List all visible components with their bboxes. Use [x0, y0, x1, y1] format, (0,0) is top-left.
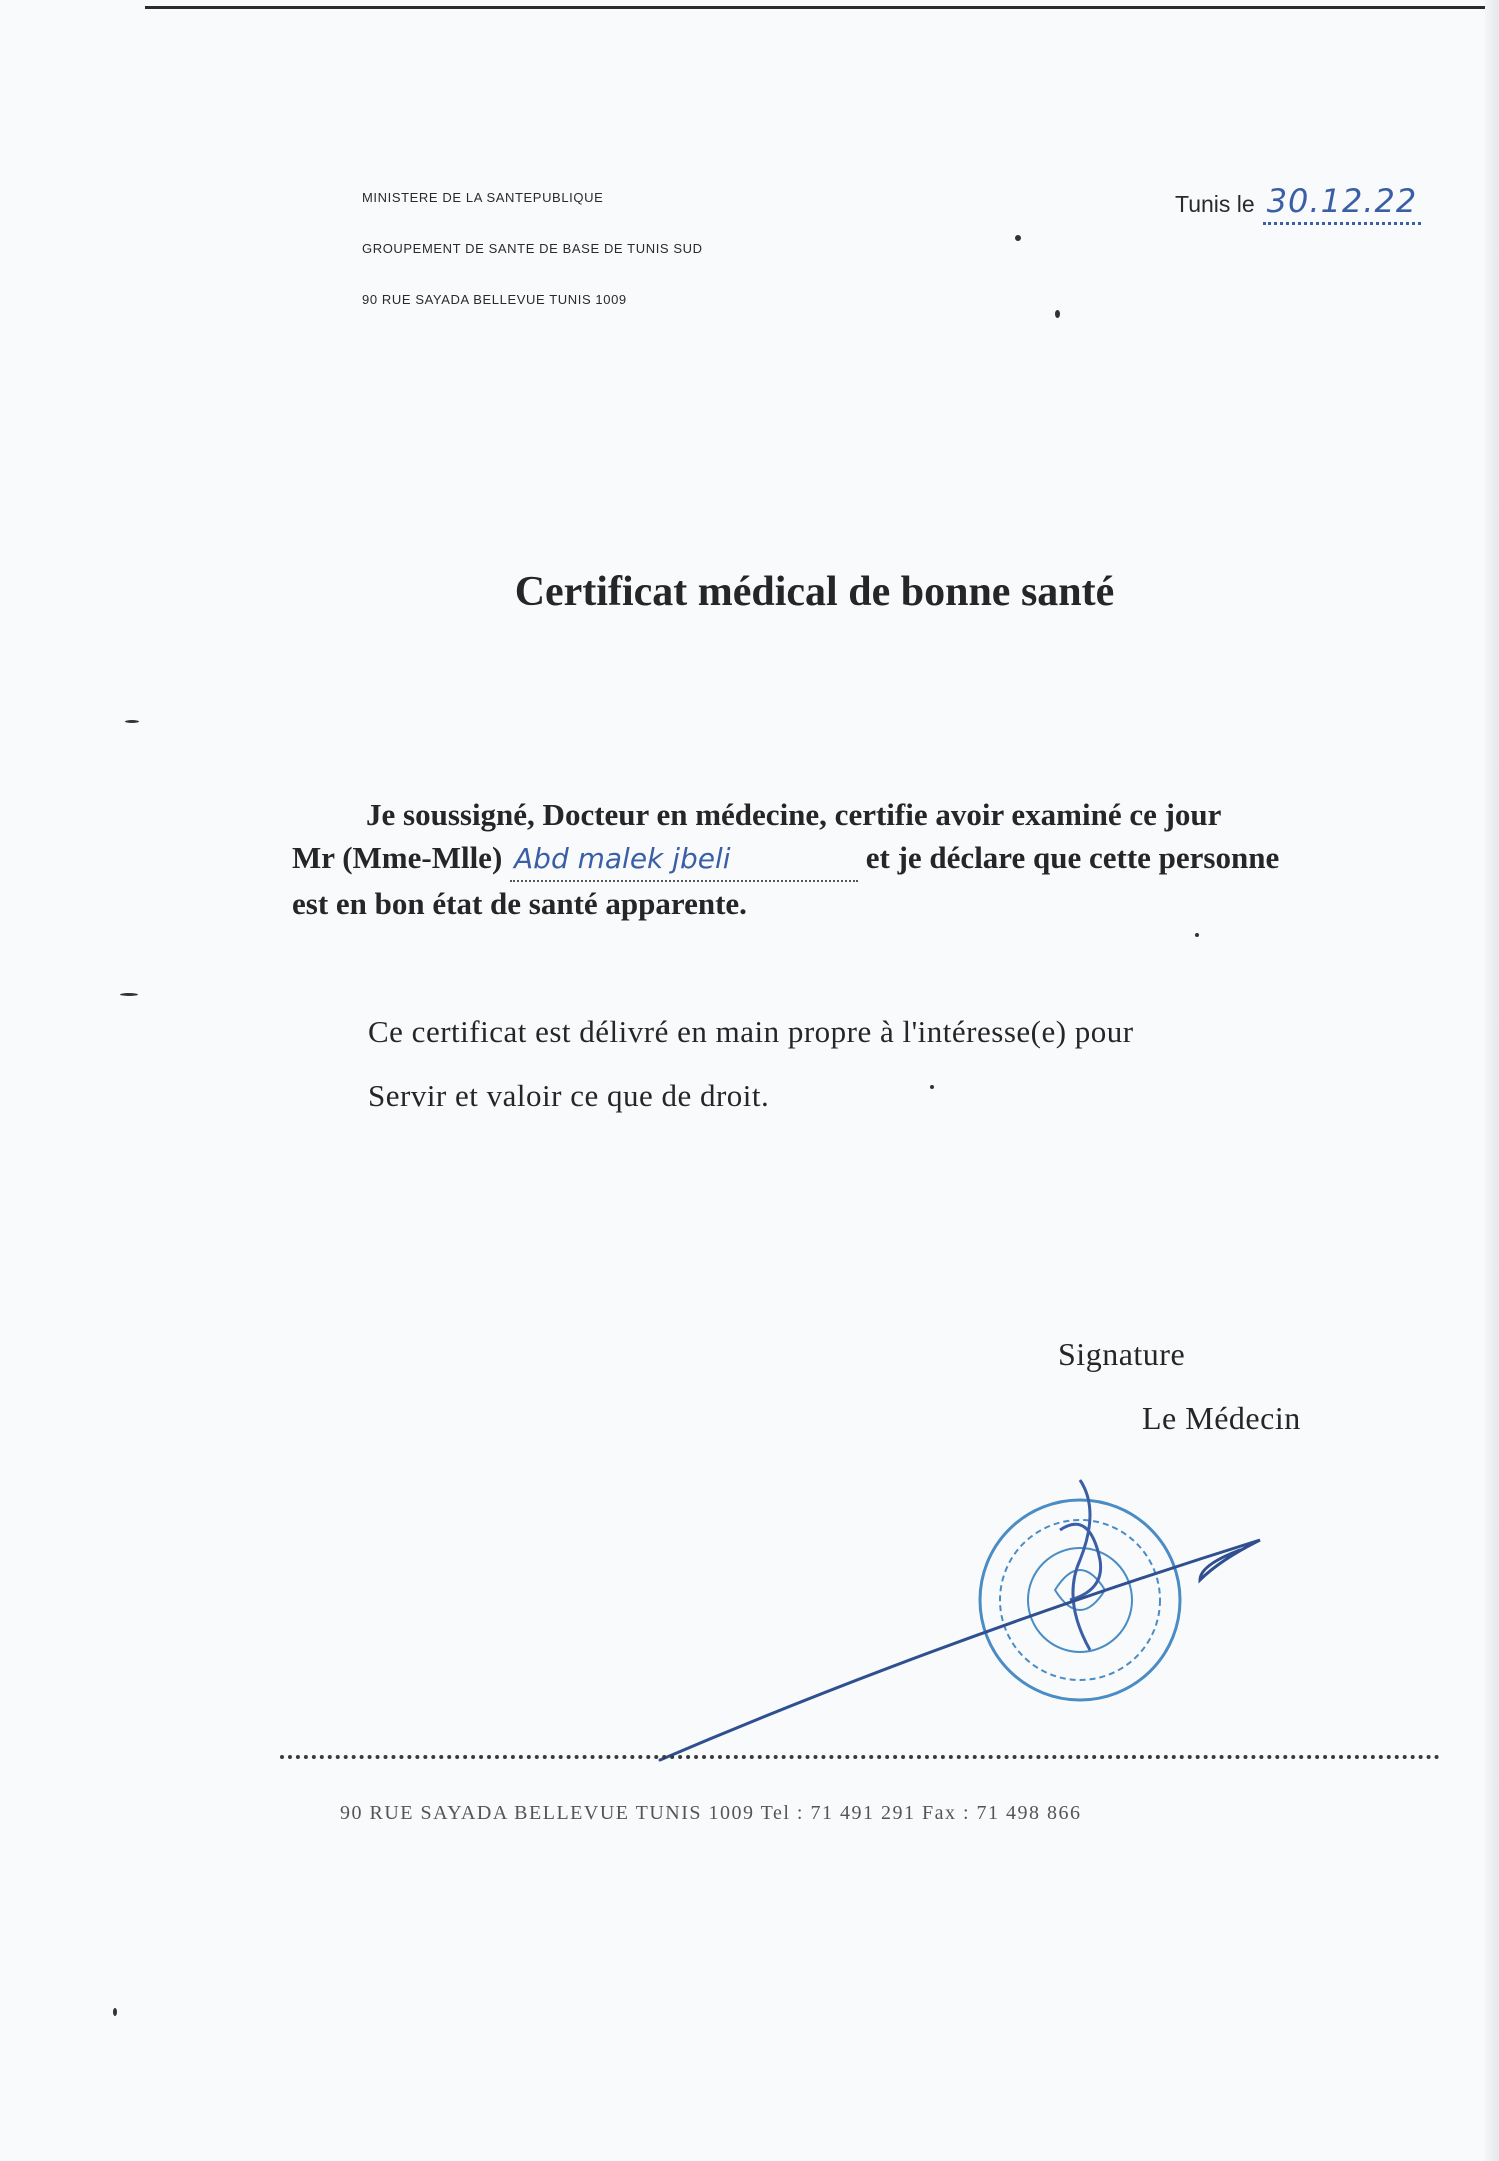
certification-line-1: Je soussigné, Docteur en médecine, certifie avoir examiné ce jour	[366, 797, 1222, 832]
delivery-paragraph	[368, 1000, 1499, 1128]
doctor-label: Le Médecin	[1142, 1400, 1301, 1436]
letterhead-group: GROUPEMENT DE SANTE DE BASE DE TUNIS SUD	[362, 241, 703, 256]
scan-speck	[1195, 933, 1199, 937]
scan-speck	[1055, 310, 1060, 318]
certification-line-2	[292, 836, 1472, 882]
date-block	[1175, 182, 1421, 225]
scan-speck	[120, 993, 138, 996]
delivery-line-2: Servir et valoir ce que de droit.	[368, 1078, 770, 1113]
scan-speck	[1015, 235, 1021, 241]
signature-stroke	[640, 1470, 1280, 1770]
footer-address: 90 RUE SAYADA BELLEVUE TUNIS 1009 Tel : 71 491 291 Fax : 71 498 866	[340, 1802, 1082, 1824]
document-title: Certificat médical de bonne santé	[514, 569, 1115, 615]
salutation-label: Mr (Mme-Mlle)	[292, 840, 503, 875]
declaration-text: et je déclare que cette personne	[865, 840, 1280, 875]
date-value: 30.12.22	[1263, 182, 1422, 225]
letterhead	[362, 190, 703, 343]
signature-block	[1058, 1336, 1301, 1437]
delivery-line-1: Ce certificat est délivré en main propre à l'intéresse(e) pour	[368, 1014, 1134, 1049]
letterhead-address: 90 RUE SAYADA BELLEVUE TUNIS 1009	[362, 292, 627, 307]
scan-top-edge	[145, 6, 1499, 9]
patient-name: Abd malek jbeli	[510, 837, 858, 882]
scan-speck	[930, 1085, 934, 1089]
footer-divider	[280, 1755, 1440, 1759]
scan-speck	[125, 720, 139, 723]
date-label: Tunis le	[1175, 191, 1255, 217]
letterhead-ministry: MINISTERE DE LA SANTEPUBLIQUE	[362, 190, 604, 205]
certification-paragraph	[292, 793, 1472, 925]
scan-speck	[113, 2008, 117, 2016]
signature-label: Signature	[1058, 1336, 1186, 1372]
certification-line-3: est en bon état de santé apparente.	[292, 886, 747, 921]
